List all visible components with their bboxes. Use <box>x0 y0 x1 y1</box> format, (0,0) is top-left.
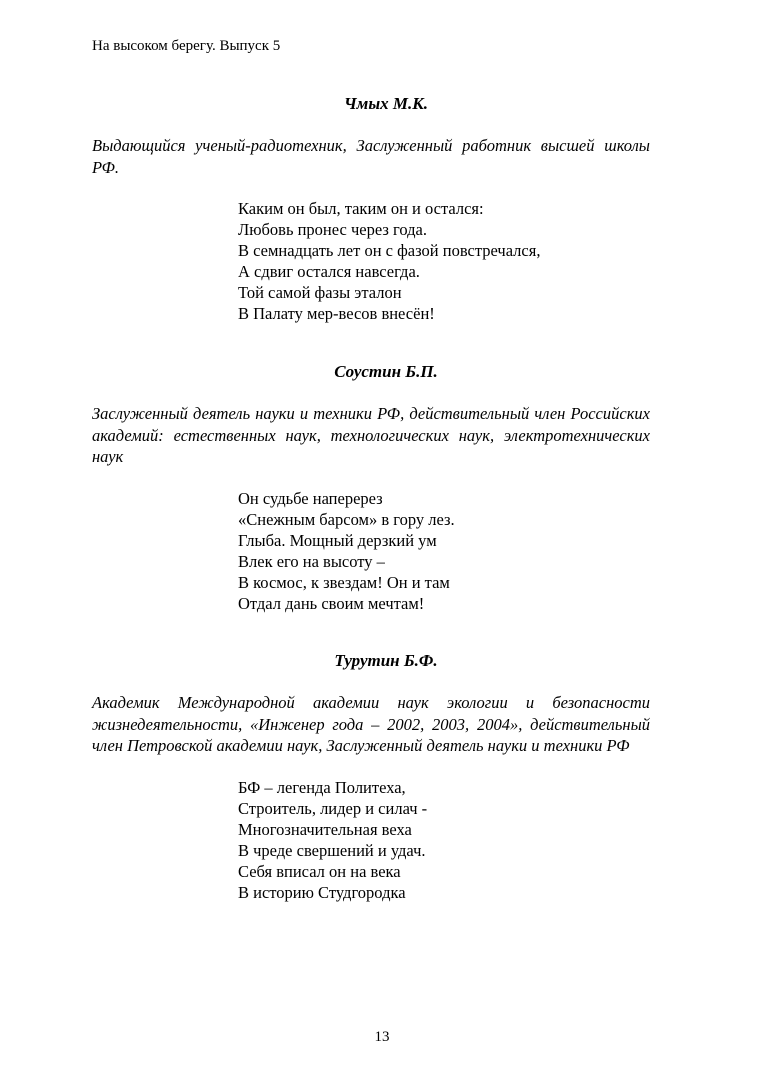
section-chmykh <box>92 93 650 324</box>
section-soustin <box>92 361 650 614</box>
poem-line: В Палату мер-весов внесён! <box>238 304 435 323</box>
poem <box>238 488 650 614</box>
section-turutin <box>92 650 650 903</box>
person-name: Турутин Б.Ф. <box>334 651 438 670</box>
poem <box>238 198 650 324</box>
poem-line: Глыба. Мощный дерзкий ум <box>238 530 437 550</box>
person-bio <box>92 135 650 178</box>
person-name: Соустин Б.П. <box>334 362 438 381</box>
page-number: 13 <box>374 1029 390 1045</box>
poem-line: Той самой фазы эталон <box>238 283 402 302</box>
bio-text: Выдающийся ученый-радиотехник, Заслуженный работник высшей школы РФ. <box>92 136 650 177</box>
person-bio <box>92 692 650 757</box>
poem-line: А сдвиг остался навсегда. <box>238 262 420 281</box>
poem-line: Он судьбе наперерез <box>238 488 383 508</box>
running-header: На высоком берегу. Выпуск 5 <box>92 38 281 54</box>
poem-line: В историю Студгородка <box>238 882 406 902</box>
poem-line: В космос, к звездам! Он и там <box>238 572 450 592</box>
poem-line: В семнадцать лет он с фазой повстречался, <box>238 241 541 260</box>
poem-line: Каким он был, таким он и остался: <box>238 199 484 218</box>
person-bio <box>92 403 650 468</box>
poem-line: В чреде свершений и удач. <box>238 840 426 860</box>
poem-line: Влек его на высоту – <box>238 551 385 571</box>
bio-text: Заслуженный деятель науки и техники РФ, действительный член Российских академий: естественных наук, технологических наук, электротехнических наук <box>92 404 650 466</box>
poem-line: Отдал дань своим мечтам! <box>238 593 425 613</box>
poem-line: Строитель, лидер и силач - <box>238 798 428 818</box>
bio-text: Академик Международной академии наук экологии и безопасности жизнедеятельности, «Инженер года – 2002, 2003, 2004», действительный член Петровской академии наук, Заслуженный деятель науки и техники РФ <box>92 693 650 755</box>
poem <box>238 777 650 903</box>
poem-line: «Снежным барсом» в гору лез. <box>238 509 455 529</box>
poem-line: Многозначительная веха <box>238 819 412 839</box>
poem-line: Любовь пронес через года. <box>238 220 427 239</box>
poem-line: Себя вписал он на века <box>238 861 401 881</box>
person-name: Чмых М.К. <box>343 94 429 113</box>
poem-line: БФ – легенда Политеха, <box>238 777 406 797</box>
